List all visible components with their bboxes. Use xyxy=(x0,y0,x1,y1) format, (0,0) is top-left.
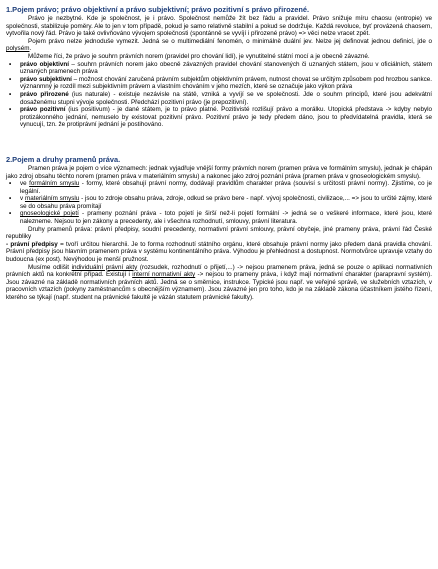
paragraph: Právo je nezbytné. Kde je společnost, je i právo. Společnost nemůže žít bez řádu a pravidel. Právo snižuje míru chaosu (entropie) ve společnosti, stabilizuje poměry. Ale to jen v tom případě, pokud je samo relativně stabilní a pokud se dodržuje. Každá revoluce, byť provázená chaosem, vytvořila nový řád. Právo je také ovlivňováno vývojem společnosti (spontánně se vyvíjí i přirozené právo) => věci nelze vracet zpět. xyxy=(6,15,432,38)
list-item: • právo subjektivní – možnost chování zaručená právním subjektům objektivním právem, nutnost chovat se určitým způsobem pod hrozbou sankce. význanmný je rozdíl mezi subjektivním právem a vlastním chováním v jeho mezích, které se označuje jako výkon práva xyxy=(6,76,432,91)
list-item: • právo přirozené (ius naturale) - existuje nezávisle na státě, vzniká a vyvíjí se ve společnosti. Jde o souhrn principů, které jsou adekvátní dosaženému stupni vývoje společnosti. Předchází pozitivní právo (je prepozitivní). xyxy=(6,91,432,106)
paragraph: Druhy pramenů práva: právní předpisy, soudní precedenty, normativní právní smlouvy, právní obyčeje, jiné prameny práva, právní řád České republiky xyxy=(6,225,432,241)
source-senses-list xyxy=(6,180,432,226)
list-item: • ve formálním smyslu - formy, které obsahují právní normy, dodávají pravidlům charakter práva (souvisí s určitostí právní normy). Zjistíme, co je legální. xyxy=(6,180,432,195)
document-page xyxy=(6,5,432,302)
paragraph: Musíme odlišit individuální právní akty (rozsudek, rozhodnutí o přijetí,...) -> nejsou pramenem práva, jedná se pouze o aplikaci normativních právních aktů na konkrétní případ. Existují i interní normativní akty -> nejsou to prameny práva, i když mají normativní charakter (parapravní systém). Jsou závazné na základě normativních právních aktů. Jedná se o směrnice, instrukce. Typické jsou např. ve veřejné správě, ve služebních vztazích, v pracovních vztazích (pokyny zaměstnancům s obecnějším významem). Jsou závazné jen pro toho, kdo je na základě zákona účastníkem jistého řízení, kterého se týkají (např. student na právnické fakultě je vázán statutem právnické fakulty). xyxy=(6,263,433,301)
list-item: • právo objektivní – souhrn právních norem jako obecně závazných pravidel chování stanovených či uznaných státem, jsou v oficiálních, státem uznaných pramenech práva xyxy=(6,61,432,76)
paragraph: - právní předpisy = tvoří určitou hierarchii. Je to forma rozhodnutí státního orgánu, které obsahuje právní normy jako předem daná pravidla chování. Právní předpisy jsou hlavním pramenem práva v systému kontinentálního práva. Výhodou je přehlednost a dostupnost. Normotvůrce upravuje vztahy do budoucna (ex post). Nevýhodou je menší pružnost. xyxy=(6,240,432,264)
list-item: • v materiálním smyslu - jsou to zdroje obsahu práva, zdroje, odkud se právo bere - např. vývoj společnosti, civilizace,... => jsou to určité zájmy, které se do obsahu práva promítají xyxy=(6,195,432,210)
paragraph: Můžeme říci, že právo je souhrn právních norem (pravidel pro chování lidí), je vynutitelné státní mocí a je obecně závazné. xyxy=(28,52,370,60)
section-2-heading: 2.Pojem a druhy pramenů práva. xyxy=(6,154,121,164)
section-1-heading: 1.Pojem právo; právo objektivní a právo subjektivní; právo pozitivní s právo přirozené. xyxy=(6,5,310,14)
polysem-term: polysém xyxy=(6,45,30,53)
law-types-list xyxy=(6,61,432,129)
paragraph: Pojem právo nelze jednoduše vymezit. Jedná se o multimediální fenomén, o minimálně duální jev. Nelze jej definovat jednou definicí, jde o polysém. xyxy=(6,37,432,53)
paragraph: Pramen práva je pojem o více významech: jednak vyjadřuje vnější formy právních norem (pramen práva ve formálním smyslu), jednak je chápán jako zdroj obsahu těchto norem (pramen práva v materiálním smyslu) a nakonec jako zdroj poznání práva (pramen práva v gnoseologickém smyslu). xyxy=(6,164,432,180)
list-item: • právo pozitivní (ius positivum) - je dané státem, je to právo platné. Pozitivisté rozlišují právo a morálku. Utopická představa -> kdyby nebylo protizákonného jednání, nemuselo by existovat pozitivní právo. Pozitivní právo je tedy předem dáno, jsou to předvídatelná pravidla, která se vynucují, tzn. že protiprávní jednání je postihováno. xyxy=(6,106,432,129)
list-item: • gnoseologické pojetí - prameny poznání práva - toto pojetí je širší než-li pojetí formální -> jedná se o veškeré informace, které jsou, které nalezneme. Nejsou to jen zákony a precedenty, ale i všechna rozhodnutí, smlouvy, právní literatura. xyxy=(6,210,432,225)
